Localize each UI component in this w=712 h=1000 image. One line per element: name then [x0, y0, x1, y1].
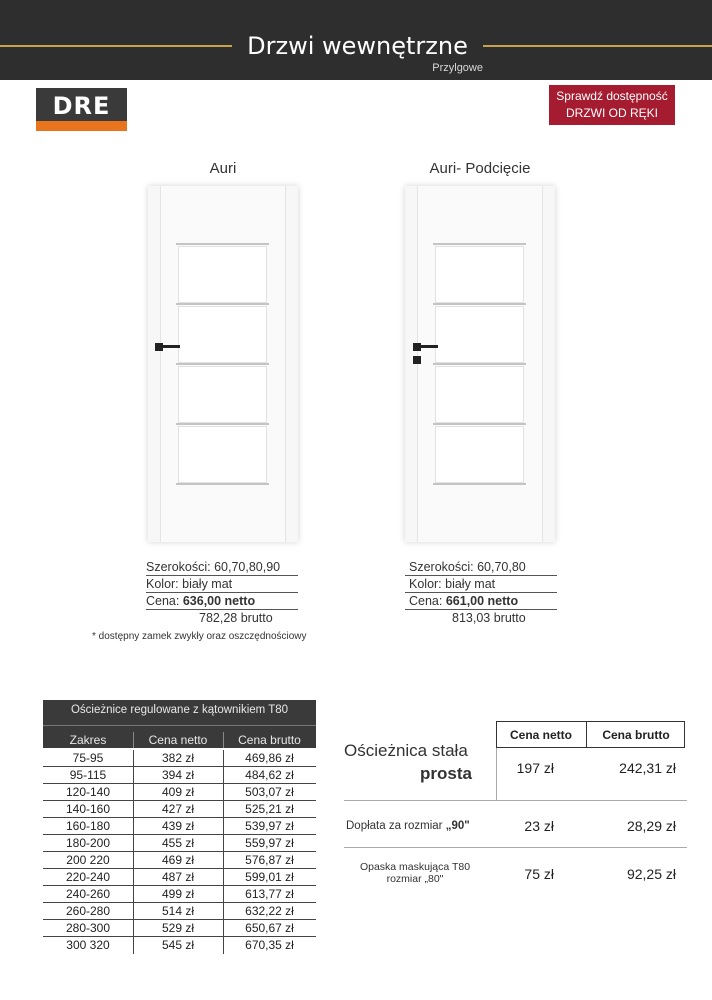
door1-widths: Szerokości: 60,70,80,90 — [146, 560, 281, 574]
door2-widths: Szerokości: 60,70,80 — [409, 560, 526, 574]
table-row: 120-140 409 zł 503,07 zł — [43, 784, 316, 801]
door2-price: Cena: 661,00 netto — [409, 594, 519, 608]
col-head-gross: Cena brutto — [238, 733, 301, 747]
door1-price-net: 636,00 netto — [182, 594, 256, 608]
door-title-auri-podciecie: Auri- Podcięcie — [429, 160, 531, 177]
table-row: 260-280 514 zł 632,22 zł — [43, 903, 316, 920]
trim-net: 75 zł — [524, 866, 554, 882]
fixed-frame-label-bold: prosta — [420, 764, 472, 783]
trim-gross: 92,25 zł — [626, 866, 676, 882]
table-row: 180-200 455 zł 559,97 zł — [43, 835, 316, 852]
header-gold-line-right — [483, 45, 712, 47]
table-row: 75-95 382 zł 469,86 zł — [43, 750, 316, 767]
col-head-net: Cena netto — [148, 733, 208, 747]
table-row: 300 320 545 zł 670,35 zł — [66, 938, 294, 952]
door1-color: Kolor: biały mat — [146, 577, 233, 591]
lock-note: * dostępny zamek zwykły oraz oszczędnościowy — [92, 631, 307, 642]
page-subtitle: Przylgowe — [432, 62, 483, 74]
table-row: 240-260 499 zł 613,77 zł — [43, 886, 316, 903]
size-surcharge-net: 23 zł — [524, 818, 554, 834]
door2-color: Kolor: biały mat — [409, 577, 496, 591]
table-row: 160-180 439 zł 539,97 zł — [43, 818, 316, 835]
door-title-auri: Auri — [209, 160, 237, 177]
fixed-col-net: Cena netto — [509, 728, 572, 742]
trim-label: Opaska maskująca T80 rozmiar „80" — [359, 861, 471, 885]
fixed-frame-net: 197 zł — [516, 760, 554, 776]
keyhole-icon — [413, 356, 421, 364]
frame-table-title: Ościeżnice regulowane z kątownikiem T80 — [70, 704, 289, 716]
dre-logo — [36, 88, 127, 131]
door1-price-gross: 782,28 brutto — [199, 611, 273, 625]
fixed-col-gross: Cena brutto — [602, 728, 670, 742]
logo-text: DRE — [52, 92, 111, 120]
table-row: 140-160 427 zł 525,21 zł — [43, 801, 316, 818]
table-row: 220-240 487 zł 599,01 zł — [43, 869, 316, 886]
col-head-range: Zakres — [69, 733, 107, 747]
door2-price-gross: 813,03 brutto — [452, 611, 526, 625]
availability-badge[interactable] — [549, 85, 675, 125]
size-surcharge-label: Dopłata za rozmiar „90" — [346, 820, 470, 832]
page-title: Drzwi wewnętrzne — [247, 32, 468, 60]
availability-line2: DRZWI OD RĘKI — [566, 106, 658, 120]
table-row: 95-115 394 zł 484,62 zł — [43, 767, 316, 784]
availability-line1: Sprawdź dostępność — [556, 89, 668, 103]
door2-price-net: 661,00 netto — [445, 594, 519, 608]
size-surcharge-gross: 28,29 zł — [626, 818, 676, 834]
table-row: 200 220 469 zł 576,87 zł — [43, 852, 316, 869]
table-row: 280-300 529 zł 650,67 zł — [43, 920, 316, 937]
fixed-frame-gross: 242,31 zł — [619, 760, 676, 776]
door-image-auri-podciecie — [405, 186, 555, 542]
fixed-frame-label: Ościeżnica stała — [344, 741, 468, 760]
door1-price: Cena: 636,00 netto — [146, 594, 256, 608]
header-gold-line-left — [0, 45, 232, 47]
door-image-auri — [148, 186, 298, 542]
